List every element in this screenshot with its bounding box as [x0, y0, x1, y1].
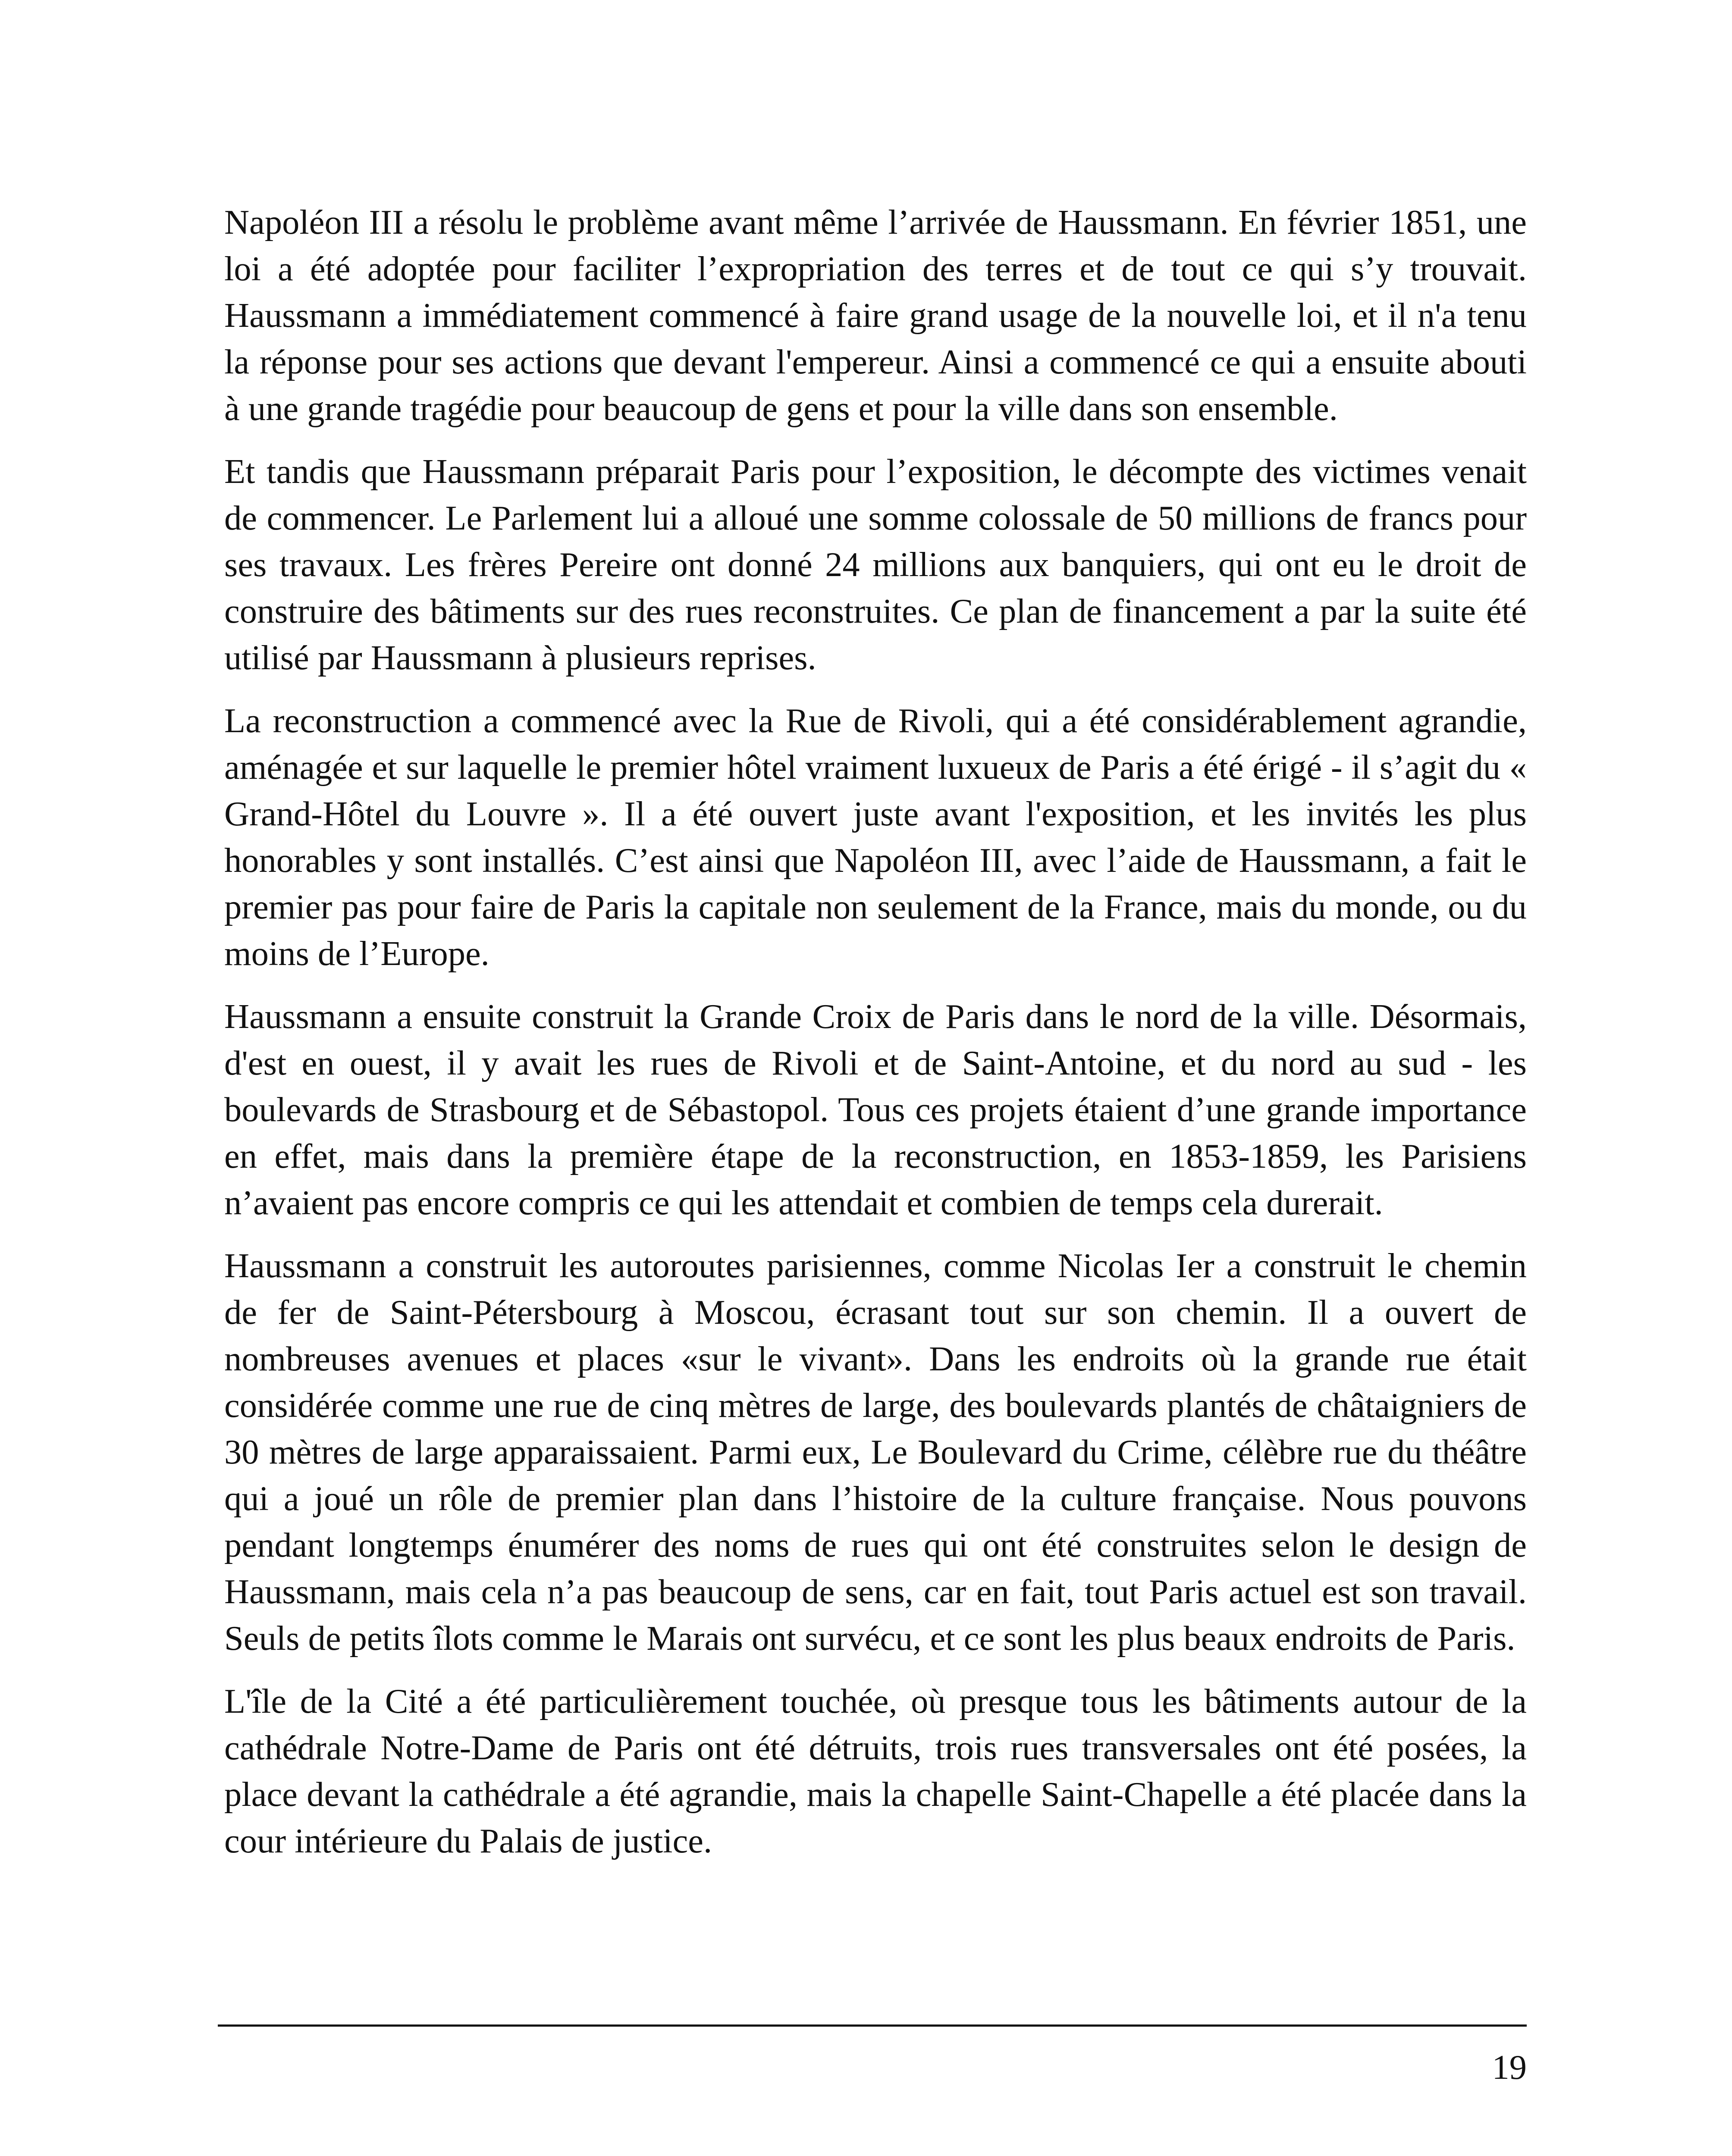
paragraph-3: La reconstruction a commencé avec la Rue de Rivoli, qui a été considérablement agrandie, aménagée et sur laquelle le premier hôtel vraiment luxueux de Paris a été érigé - il s’agit du « Grand-Hôtel du Louvre ». Il a été ouvert juste avant l'exposition, et les invités les plus honorables y sont installés. C’est ainsi que Napoléon III, avec l’aide de Haussmann, a fait le premier pas pour faire de Paris la capitale non seulement de la France, mais du monde, ou du moins de l’Europe. [224, 702, 1527, 973]
paragraph-6: L'île de la Cité a été particulièrement touchée, où presque tous les bâtiments autour de la cathédrale Notre-Dame de Paris ont été détruits, trois rues transversales ont été posées, la place devant la cathédrale a été agrandie, mais la chapelle Saint-Chapelle a été placée dans la cour intérieure du Palais de justice. [224, 1682, 1527, 1860]
body-text [224, 199, 1527, 1881]
paragraph-5: Haussmann a construit les autoroutes parisiennes, comme Nicolas Ier a construit le chemin de fer de Saint-Pétersbourg à Moscou, écrasant tout sur son chemin. Il a ouvert de nombreuses avenues et places «sur le vivant». Dans les endroits où la grande rue était considérée comme une rue de cinq mètres de large, des boulevards plantés de châtaigniers de 30 mètres de large apparaissaient. Parmi eux, Le Boulevard du Crime, célèbre rue du théâtre qui a joué un rôle de premier plan dans l’histoire de la culture française. Nous pouvons pendant longtemps énumérer des noms de rues qui ont été construites selon le design de Haussmann, mais cela n’a pas beaucoup de sens, car en fait, tout Paris actuel est son travail. Seuls de petits îlots comme le Marais ont survécu, et ce sont les plus beaux endroits de Paris. [224, 1247, 1527, 1658]
footer-divider [218, 2024, 1527, 2027]
paragraph-4: Haussmann a ensuite construit la Grande Croix de Paris dans le nord de la ville. Désormais, d'est en ouest, il y avait les rues de Rivoli et de Saint-Antoine, et du nord au sud - les boulevards de Strasbourg et de Sébastopol. Tous ces projets étaient d’une grande importance en effet, mais dans la première étape de la reconstruction, en 1853-1859, les Parisiens n’avaient pas encore compris ce qui les attendait et combien de temps cela durerait. [224, 997, 1527, 1222]
paragraph-1: Napoléon III a résolu le problème avant même l’arrivée de Haussmann. En février 1851, une loi a été adoptée pour faciliter l’expropriation des terres et de tout ce qui s’y trouvait. Haussmann a immédiatement commencé à faire grand usage de la nouvelle loi, et il n'a tenu la réponse pour ses actions que devant l'empereur. Ainsi a commencé ce qui a ensuite abouti à une grande tragédie pour beaucoup de gens et pour la ville dans son ensemble. [224, 203, 1527, 428]
page-number: 19 [1492, 2048, 1527, 2087]
paragraph-2: Et tandis que Haussmann préparait Paris pour l’exposition, le décompte des victimes venait de commencer. Le Parlement lui a alloué une somme colossale de 50 millions de francs pour ses travaux. Les frères Pereire ont donné 24 millions aux banquiers, qui ont eu le droit de construire des bâtiments sur des rues reconstruites. Ce plan de financement a par la suite été utilisé par Haussmann à plusieurs reprises. [224, 452, 1527, 677]
